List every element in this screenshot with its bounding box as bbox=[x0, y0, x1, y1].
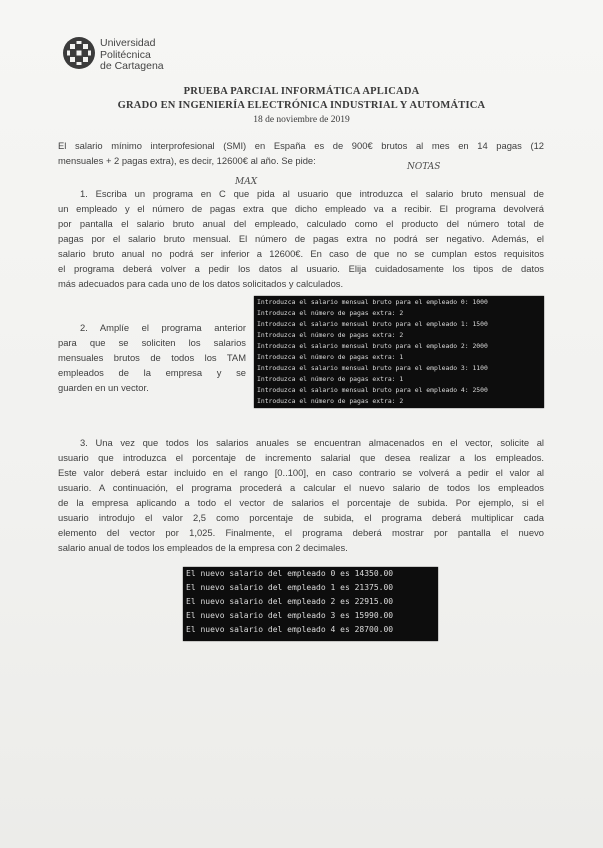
ex3-line: 3. Una vez que todos los salarios anuales se encuentran almacenados en el vector, solicite al bbox=[80, 437, 544, 448]
terminal-line: Introduzca el salario mensual bruto para el empleado 1: 1500 bbox=[257, 320, 488, 328]
terminal-line: Introduzca el número de pagas extra: 1 bbox=[257, 375, 404, 383]
ex2-line: para que se soliciten los salarios bbox=[58, 337, 246, 348]
terminal-line: Introduzca el salario mensual bruto para el empleado 3: 1100 bbox=[257, 364, 488, 372]
ex3-line: salario anual de todos los empleados de la empresa con 2 decimales. bbox=[58, 542, 348, 553]
terminal-line: Introduzca el número de pagas extra: 1 bbox=[257, 353, 404, 361]
ex3-line: elemento del vector por 1,025. Finalmente, el programa deberá mostrar por pantalla el nuevo bbox=[58, 527, 544, 538]
handwritten-note: NOTAS bbox=[407, 162, 441, 172]
ex1-line: 1. Escriba un programa en C que pida al usuario que introduzca el salario bruto mensual de bbox=[80, 188, 544, 199]
intro-line: mensuales + 2 pagas extra), es decir, 12600€ al año. Se pide: bbox=[58, 155, 316, 166]
university-logo bbox=[62, 36, 96, 70]
terminal-line: Introduzca el salario mensual bruto para el empleado 4: 2500 bbox=[257, 386, 488, 394]
degree-title: GRADO EN INGENIERÍA ELECTRÓNICA INDUSTRIAL Y AUTOMÁTICA bbox=[117, 100, 486, 111]
ex3-line: usuario que introduzca el porcentaje de incremento salarial que desea realizar a los empleados. bbox=[58, 452, 544, 463]
ex2-line: empleados de la empresa y se bbox=[58, 367, 246, 378]
ex1-line: el programa deberá volver a pedir los datos al usuario. Elija cuidadosamente los tipos de datos bbox=[58, 263, 544, 274]
ex3-line: de la empresa aplicando a todo el vector de salarios el porcentaje de subida. Por ejemplo, si el bbox=[58, 497, 544, 508]
terminal-line: Introduzca el número de pagas extra: 2 bbox=[257, 331, 404, 339]
terminal-line: El nuevo salario del empleado 1 es 21375.00 bbox=[186, 583, 394, 592]
terminal-line: Introduzca el salario mensual bruto para el empleado 2: 2000 bbox=[257, 342, 488, 350]
ex2-line: mensuales brutos de todos los TAM bbox=[58, 352, 246, 363]
ex3-line: usuario introdujo el valor 2,5 como porcentaje de subida, el programa deberá multiplicar cada bbox=[58, 512, 544, 523]
terminal-line: Introduzca el número de pagas extra: 2 bbox=[257, 397, 404, 405]
ex1-line: un empleado y el número de pagas extra que dicho empleado va a recibir. El programa devolverá bbox=[58, 203, 544, 214]
ex2-line: 2. Amplíe el programa anterior bbox=[80, 322, 246, 333]
ex3-line: usuario. A continuación, el programa procederá a calcular el nuevo salario de todos los empleados bbox=[58, 482, 544, 493]
university-name bbox=[100, 38, 164, 73]
terminal-line: Introduzca el salario mensual bruto para el empleado 0: 1000 bbox=[257, 298, 488, 306]
university-name-line: Universidad bbox=[100, 37, 156, 49]
ex1-line: más adecuados para cada uno de los datos solicitados y calculados. bbox=[58, 278, 344, 289]
terminal-output-input-salaries bbox=[254, 296, 544, 408]
ex1-line: por pantalla el salario bruto anual del empleado, calculado como el producto del número total de bbox=[58, 218, 544, 229]
terminal-line: El nuevo salario del empleado 0 es 14350.00 bbox=[186, 569, 394, 578]
ex2-line: guarden en un vector. bbox=[58, 382, 149, 393]
ex3-line: Este valor deberá estar incluido en el rango [0..100], en caso contrario se volverá a pedir el valor al bbox=[58, 467, 544, 478]
terminal-line: Introduzca el número de pagas extra: 2 bbox=[257, 309, 404, 317]
university-name-line: Politécnica bbox=[100, 48, 151, 61]
terminal-output-new-salaries bbox=[183, 567, 438, 641]
ex1-line: pagas por el salario bruto mensual. El número de pagas extra no podrá ser negativo. Además, el bbox=[58, 233, 544, 244]
terminal-line: El nuevo salario del empleado 3 es 15990.00 bbox=[186, 611, 394, 620]
handwritten-note: MAX bbox=[235, 177, 258, 187]
exam-date: 18 de noviembre de 2019 bbox=[253, 115, 350, 125]
terminal-line: El nuevo salario del empleado 4 es 28700.00 bbox=[186, 625, 394, 634]
terminal-line: El nuevo salario del empleado 2 es 22915.00 bbox=[186, 597, 394, 606]
exam-title: PRUEBA PARCIAL INFORMÁTICA APLICADA bbox=[183, 86, 420, 97]
university-name-line: de Cartagena bbox=[100, 60, 164, 72]
ex1-line: salario bruto anual no podrá ser inferior a 12600€. En caso de que no se cumplan estos requisitos bbox=[58, 248, 544, 259]
intro-line: El salario mínimo interprofesional (SMI) en España es de 900€ brutos al mes en 14 pagas (12 bbox=[58, 140, 544, 151]
